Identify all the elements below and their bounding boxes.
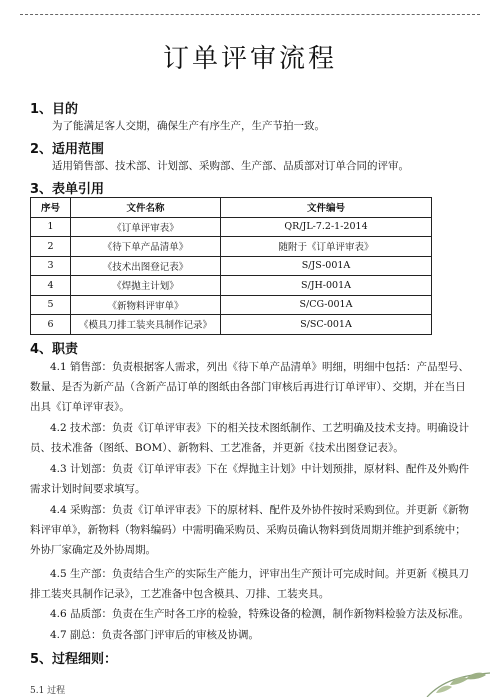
table-cell: QR/JL-7.2-1-2014 bbox=[221, 217, 432, 237]
section-text-scope: 适用销售部、技术部、计划部、采购部、生产部、品质部对订单合同的评审。 bbox=[52, 160, 409, 172]
table-cell: 《新物料评审单》 bbox=[71, 295, 221, 315]
section-text-purpose: 为了能满足客人交期，确保生产有序生产，生产节拍一致。 bbox=[52, 120, 325, 132]
table-cell: 随附于《订单评审表》 bbox=[221, 237, 432, 257]
table-cell: S/JS-001A bbox=[221, 256, 432, 276]
duty-paragraph-quality: 4.6 品质部：负责在生产时各工序的检验，特殊设备的检测，制作新物料检验方法及标准。 bbox=[50, 608, 470, 620]
table-cell: S/JH-001A bbox=[221, 276, 432, 296]
table-cell: 6 bbox=[31, 315, 71, 335]
table-row bbox=[31, 237, 432, 257]
duty-paragraph-tech: 4.2 技术部：负责《订单评审表》下的相关技术图纸制作、工艺明确及技术支持。明确设计员、技术准备（图纸、BOM）、新物料、工艺准备，并更新《技术出图登记表》。 bbox=[30, 422, 470, 454]
table-header-row bbox=[31, 198, 432, 218]
table-cell: 5 bbox=[31, 295, 71, 315]
table-row bbox=[31, 315, 432, 335]
section-heading-forms: 3、表单引用 bbox=[30, 182, 105, 197]
section-heading-purpose: 1、目的 bbox=[30, 102, 79, 117]
table-cell: 2 bbox=[31, 237, 71, 257]
table-cell: 《待下单产品清单》 bbox=[71, 237, 221, 257]
table-cell: 1 bbox=[31, 217, 71, 237]
table-row bbox=[31, 295, 432, 315]
forms-table bbox=[30, 197, 432, 335]
section-heading-scope: 2、适用范围 bbox=[30, 142, 105, 157]
column-header: 序号 bbox=[31, 198, 71, 218]
table-cell: 《订单评审表》 bbox=[71, 217, 221, 237]
table-cell: 《焊抛主计划》 bbox=[71, 276, 221, 296]
column-header: 文件名称 bbox=[71, 198, 221, 218]
table-cell: 《技术出图登记表》 bbox=[71, 256, 221, 276]
table-cell: S/SC-001A bbox=[221, 315, 432, 335]
table-cell: 4 bbox=[31, 276, 71, 296]
table-cell: S/CG-001A bbox=[221, 295, 432, 315]
leaf-decoration-icon bbox=[422, 671, 492, 697]
table-row bbox=[31, 276, 432, 296]
duty-paragraph-sales: 4.1 销售部：负责根据客人需求，列出《待下单产品清单》明细，明细中包括：产品型号、数量、是否为新产品（含新产品订单的图纸由各部门审核后再进行订单评审）、交期，并在当日出具《订单评审表》。 bbox=[30, 361, 470, 413]
table-cell: 《模具刀排工装夹具制作记录》 bbox=[71, 315, 221, 335]
duty-paragraph-planning: 4.3 计划部：负责《订单评审表》下在《焊抛主计划》中计划预排，原材料、配件及外购件需求计划时间要求填写。 bbox=[30, 463, 470, 495]
section-heading-process: 5、过程细则： bbox=[30, 652, 118, 667]
top-dashed-line bbox=[20, 14, 480, 15]
duty-paragraph-production: 4.5 生产部：负责结合生产的实际生产能力，评审出生产预计可完成时间。并更新《模具刀排工装夹具制作记录》，工艺准备中包含模具、刀排、工装夹具。 bbox=[30, 568, 470, 600]
page-title: 订单评审流程 bbox=[162, 44, 337, 74]
table-row bbox=[31, 256, 432, 276]
table-row bbox=[31, 217, 432, 237]
duty-paragraph-vp: 4.7 副总：负责各部门评审后的审核及协调。 bbox=[50, 629, 260, 641]
section-heading-duties: 4、职责 bbox=[30, 342, 79, 357]
table-cell: 3 bbox=[31, 256, 71, 276]
duty-paragraph-purchasing: 4.4 采购部：负责《订单评审表》下的原材料、配件及外协件按时采购到位。并更新《新物料评审单》，新物料（物料编码）中需明确采购员、采购员确认物料到货周期并维护到系统中；外协厂家确定及外协周期。 bbox=[30, 504, 470, 556]
cut-off-text: 5.1 过程 bbox=[30, 686, 66, 696]
column-header: 文件编号 bbox=[221, 198, 432, 218]
